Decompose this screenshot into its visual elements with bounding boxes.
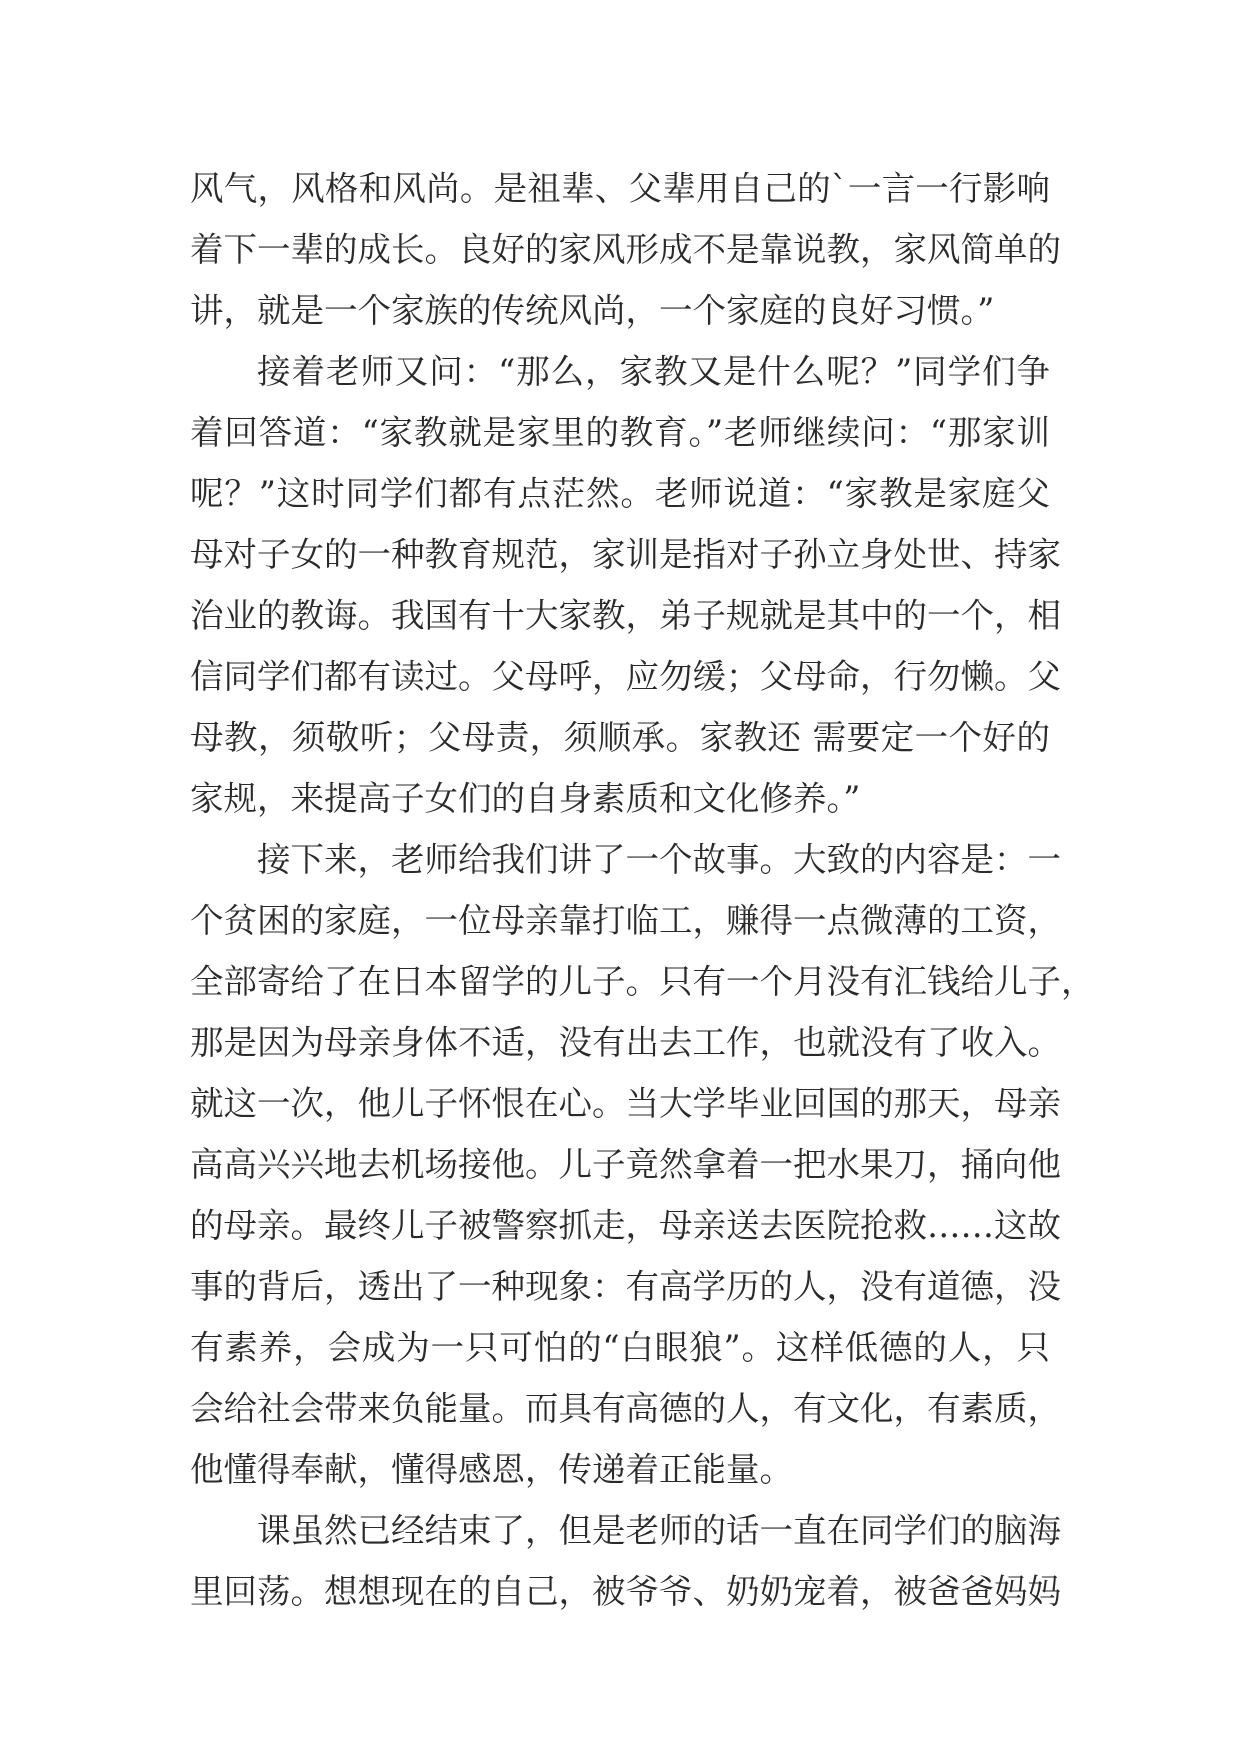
text-line: 母教，须敬听；父母责，须顺承。家教还 需要定一个好的 [190, 718, 1050, 757]
text-line: 母对子女的一种教育规范，家训是指对子孙立身处世、持家 [190, 535, 1061, 574]
text-line: 风气，风格和风尚。是祖辈、父辈用自己的`一言一行影响 [190, 169, 1050, 208]
text-line: 讲，就是一个家族的传统风尚，一个家庭的良好习惯。” [190, 291, 995, 330]
text-line: 呢？”这时同学们都有点茫然。老师说道：“家教是家庭父 [190, 474, 1050, 513]
text-line: 全部寄给了在日本留学的儿子。只有一个月没有汇钱给儿子， [190, 962, 1095, 1001]
text-line: 有素养，会成为一只可怕的“白眼狼”。这样低德的人，只 [190, 1328, 1050, 1367]
text-line: 个贫困的家庭，一位母亲靠打临工，赚得一点微薄的工资， [190, 901, 1061, 940]
text-line: 事的背后，透出了一种现象：有高学历的人，没有道德，没 [190, 1267, 1061, 1306]
text-line: 接着老师又问：“那么，家教又是什么呢？”同学们争 [257, 352, 1050, 391]
text-line: 信同学们都有读过。父母呼，应勿缓；父母命，行勿懒。父 [190, 657, 1061, 696]
text-line: 课虽然已经结束了，但是老师的话一直在同学们的脑海 [257, 1511, 1061, 1550]
text-line: 高高兴兴地去机场接他。儿子竟然拿着一把水果刀，捅向他 [190, 1145, 1061, 1184]
text-line: 接下来，老师给我们讲了一个故事。大致的内容是：一 [257, 840, 1061, 879]
text-line: 会给社会带来负能量。而具有高德的人，有文化，有素质， [190, 1389, 1061, 1428]
text-line: 着下一辈的成长。良好的家风形成不是靠说教，家风简单的 [190, 230, 1061, 269]
text-line: 里回荡。想想现在的自己，被爷爷、奶奶宠着，被爸爸妈妈 [190, 1572, 1061, 1611]
text-line: 着回答道：“家教就是家里的教育。”老师继续问：“那家训 [190, 413, 1050, 452]
text-line: 家规，来提高子女们的自身素质和文化修养。” [190, 779, 861, 818]
body-text [190, 158, 1095, 1622]
text-line: 的母亲。最终儿子被警察抓走，母亲送去医院抢救……这故 [190, 1206, 1061, 1245]
text-line: 那是因为母亲身体不适，没有出去工作，也就没有了收入。 [190, 1023, 1061, 1062]
text-line: 就这一次，他儿子怀恨在心。当大学毕业回国的那天，母亲 [190, 1084, 1061, 1123]
text-line: 他懂得奉献，懂得感恩，传递着正能量。 [190, 1450, 793, 1489]
text-line: 治业的教诲。我国有十大家教，弟子规就是其中的一个，相 [190, 596, 1061, 635]
